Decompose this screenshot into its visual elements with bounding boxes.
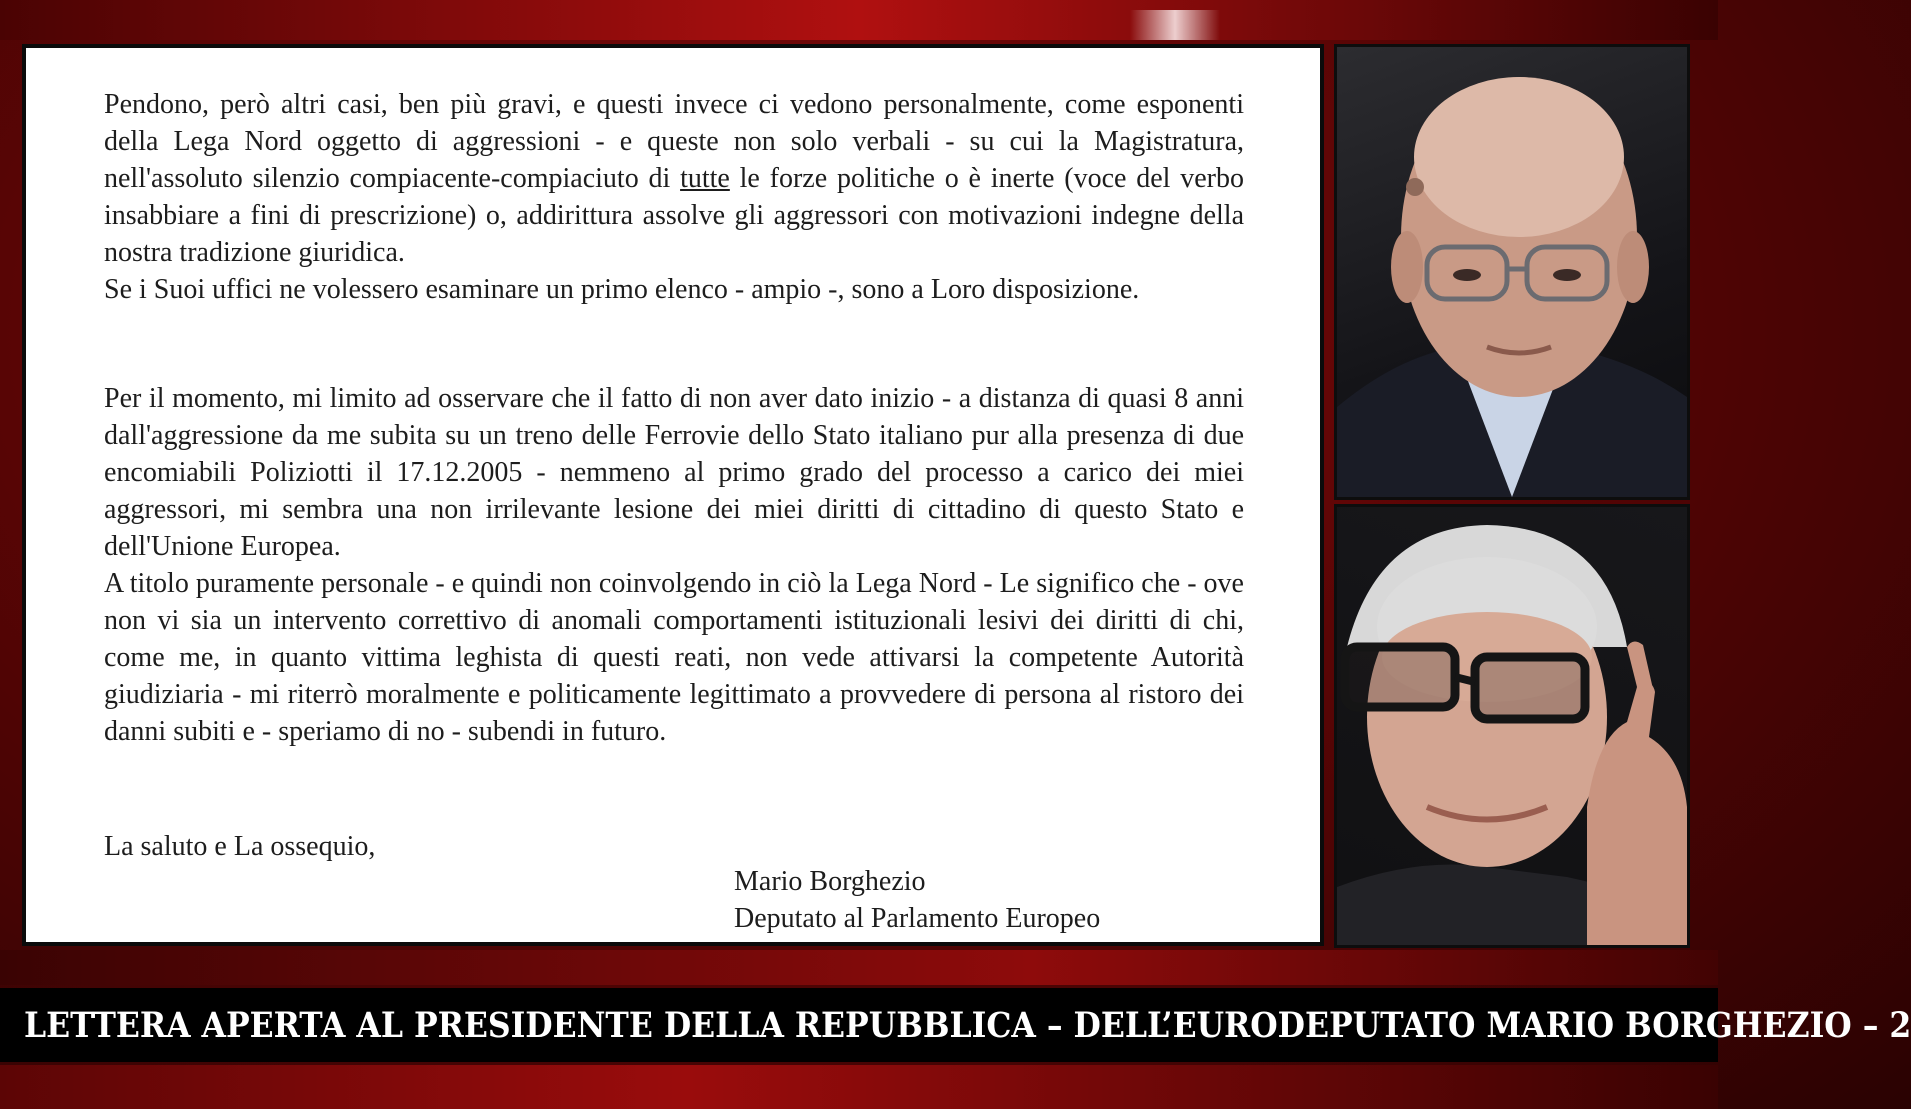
- letter-document: [22, 44, 1324, 946]
- letter-paragraph-2: [104, 380, 1244, 750]
- letter-text: le forze politiche o è inerte (voce del verbo insabbiare a fini di prescrizione) o, addirittura assolve gli aggressori con motivazioni indegne della nostra tradizione giuridica.: [104, 163, 1244, 268]
- caption-banner: [0, 988, 1911, 1062]
- portrait-photo-icon: [1337, 47, 1687, 497]
- letter-text: A titolo puramente personale - e quindi non coinvolgendo in ciò la Lega Nord - Le significo che - ove non vi sia un intervento correttivo di anomali comportamenti istituzionali lesivi dei diritti di chi, come me, in quanto vittima leghista di questi reati, non vede attivarsi la competente Autorità giudiziaria - mi riterrò moralmente e politicamente legittimato a provvedere di persona al ristoro dei danni subiti e - speriamo di no - subendi in futuro.: [104, 568, 1244, 747]
- background-streak: [0, 1065, 1718, 1109]
- letter-text: Per il momento, mi limito ad osservare che il fatto di non aver dato inizio - a distanza di quasi 8 anni dall'aggressione da me subita su un treno delle Ferrovie dello Stato italiano pur alla presenza di due encomiabili Poliziotti il 17.12.2005 - nemmeno al primo grado del processo a carico dei miei aggressori, mi sembra una non irrilevante lesione dei miei diritti di cittadino di questo Stato e dell'Unione Europea.: [104, 383, 1244, 562]
- signature-title: Deputato al Parlamento Europeo: [734, 903, 1101, 934]
- underlined-word: tutte: [680, 163, 730, 194]
- letter-paragraph-1: [104, 86, 1244, 308]
- letter-greeting: La saluto e La ossequio,: [104, 831, 376, 862]
- portrait-photo-bottom: [1334, 504, 1690, 948]
- background-streak: [0, 950, 1718, 985]
- background-glare: [1130, 10, 1220, 40]
- background-streak: [0, 0, 1718, 40]
- portrait-photo-icon: [1337, 507, 1687, 945]
- letter-text: Pendono, però altri casi, ben più gravi, e questi invece ci vedono personalmente, come esponenti della Lega Nord oggetto di aggressioni - e queste non solo verbali - su cui la Magistratura, nell'assoluto silenzio compiacente-compiaciuto di: [104, 89, 1244, 194]
- letter-signature: [734, 863, 1100, 937]
- letter-text: Se i Suoi uffici ne volessero esaminare un primo elenco - ampio -, sono a Loro disposizione.: [104, 274, 1140, 305]
- portrait-photo-top: [1334, 44, 1690, 500]
- signature-name: Mario Borghezio: [734, 866, 926, 897]
- banner-caption: LETTERA APERTA AL PRESIDENTE DELLA REPUBBLICA – DELL’EURODEPUTATO MARIO BORGHEZIO – 2: [24, 1004, 1911, 1046]
